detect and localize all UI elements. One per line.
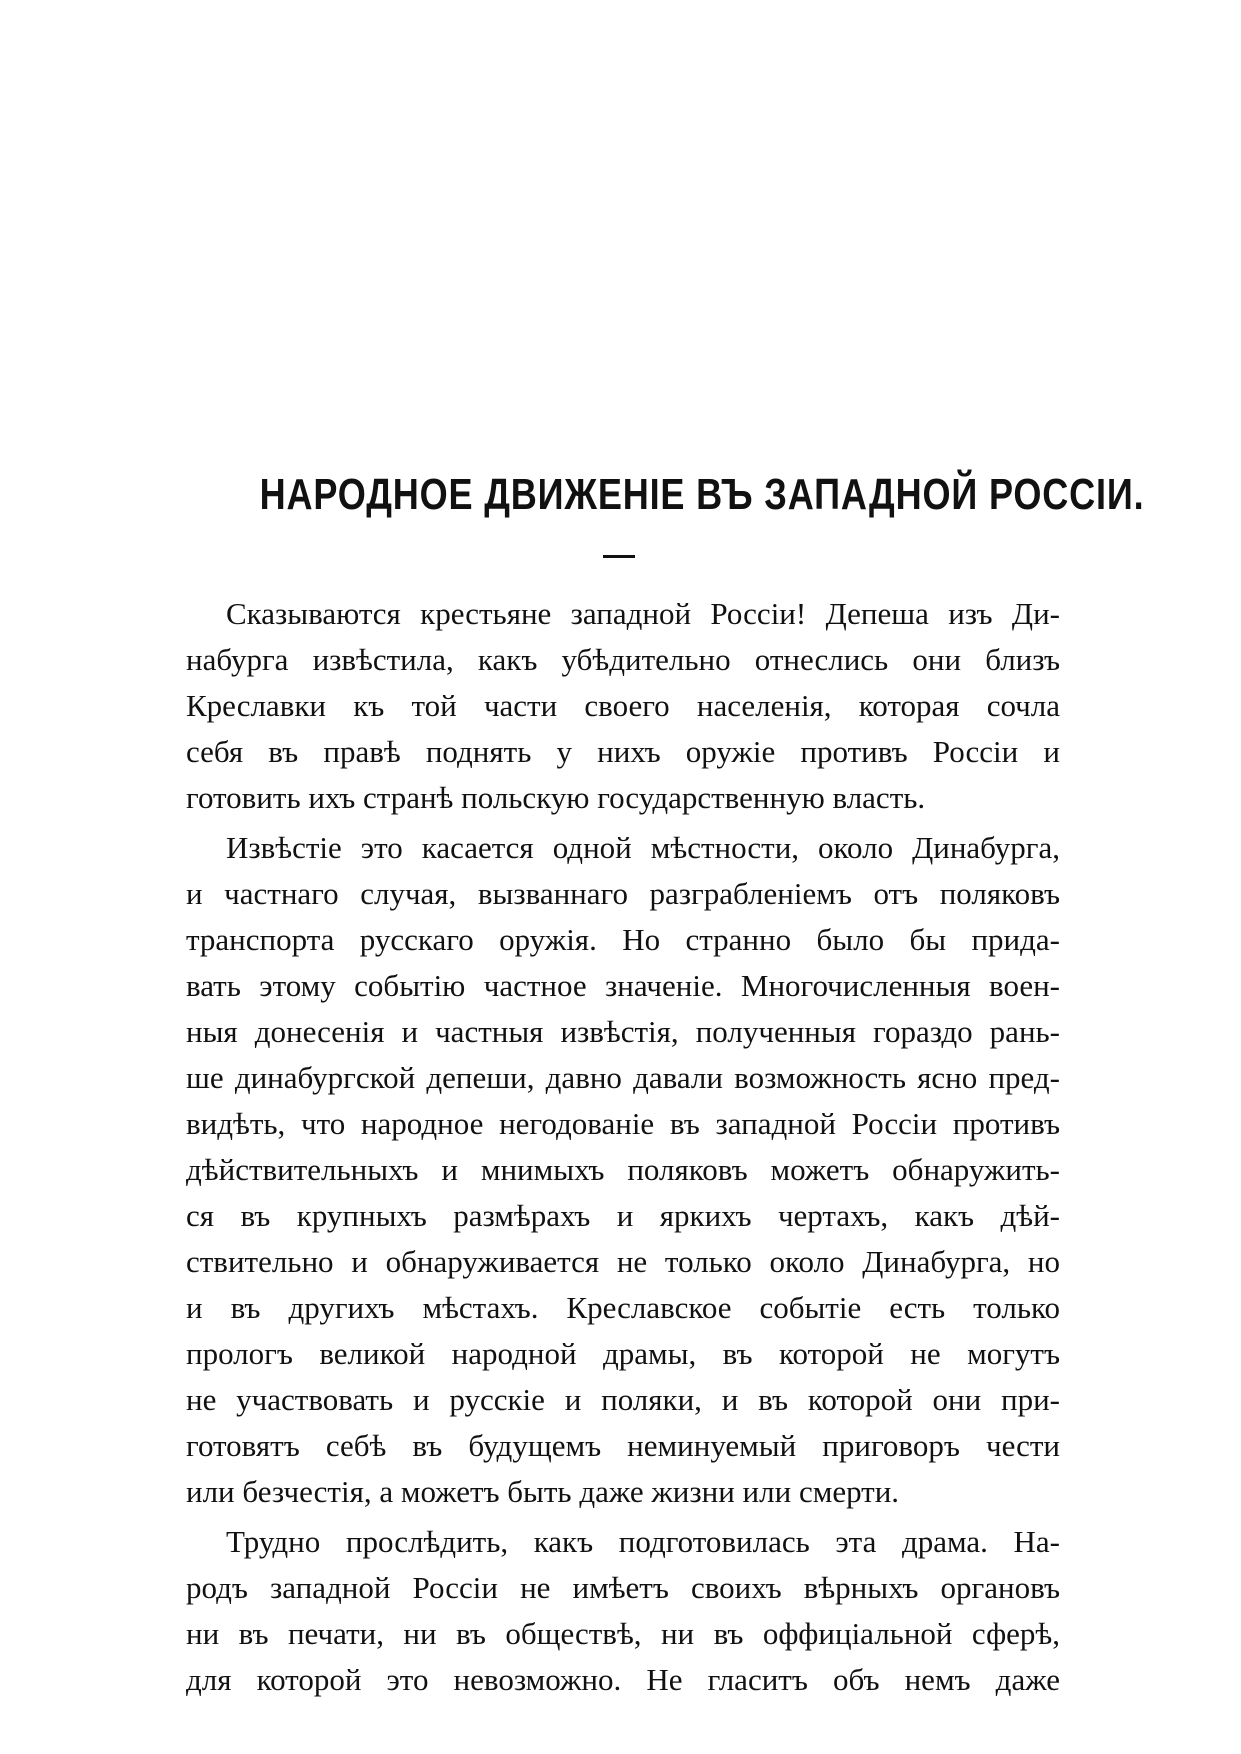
text-line: Сказываются крестьяне западной Россіи! Депеша изъ Ди- xyxy=(226,596,1060,631)
paragraph-1 xyxy=(186,591,1060,821)
text-line: ни въ печати, ни въ обществѣ, ни въ оффиціальной сферѣ, xyxy=(186,1616,1060,1651)
text-line: дѣйствительныхъ и мнимыхъ поляковъ можетъ обнаружить- xyxy=(186,1152,1060,1187)
text-line: ся въ крупныхъ размѣрахъ и яркихъ чертахъ, какъ дѣй- xyxy=(186,1198,1060,1233)
text-line: готовить ихъ странѣ польскую государственную власть. xyxy=(186,780,926,815)
text-line: видѣть, что народное негодованіе въ западной Россіи противъ xyxy=(186,1106,1060,1141)
text-line: не участвовать и русскіе и поляки, и въ которой они при- xyxy=(186,1382,1060,1417)
text-line: себя въ правѣ поднять у нихъ оружіе противъ Россіи и xyxy=(186,734,1060,769)
text-line: и частнаго случая, вызваннаго разграбленіемъ отъ поляковъ xyxy=(186,876,1060,911)
text-line: ствительно и обнаруживается не только около Динабурга, но xyxy=(186,1244,1060,1279)
title-divider xyxy=(603,555,635,558)
text-line: готовятъ себѣ въ будущемъ неминуемый приговоръ чести xyxy=(186,1428,1060,1463)
document-title: НАРОДНОЕ ДВИЖЕНІЕ ВЪ ЗАПАДНОЙ РОССІИ. xyxy=(259,470,1145,519)
text-line: прологъ великой народной драмы, въ которой не могутъ xyxy=(186,1336,1060,1371)
text-line: Креславки къ той части своего населенія, которая сочла xyxy=(186,688,1060,723)
paragraph-2 xyxy=(186,825,1060,1515)
body-text xyxy=(186,591,1060,1703)
text-line: родъ западной Россіи не имѣетъ своихъ вѣрныхъ органовъ xyxy=(186,1570,1060,1605)
text-line: вать этому событію частное значеніе. Многочисленныя воен- xyxy=(186,968,1060,1003)
text-line: ше динабургской депеши, давно давали возможность ясно пред- xyxy=(186,1060,1060,1095)
text-line: набурга извѣстила, какъ убѣдительно отнеслись они близъ xyxy=(186,642,1060,677)
paragraph-3 xyxy=(186,1519,1060,1703)
text-line: Извѣстіе это касается одной мѣстности, около Динабурга, xyxy=(226,830,1060,865)
text-line: Трудно прослѣдить, какъ подготовилась эта драма. На- xyxy=(226,1524,1060,1559)
text-line: для которой это невозможно. Не гласитъ объ немъ даже xyxy=(186,1662,1060,1697)
text-line: и въ другихъ мѣстахъ. Креславское событіе есть только xyxy=(186,1290,1060,1325)
text-line: транспорта русскаго оружія. Но странно было бы прида- xyxy=(186,922,1060,957)
text-line: или безчестія, а можетъ быть даже жизни или смерти. xyxy=(186,1474,900,1509)
text-line: ныя донесенія и частныя извѣстія, полученныя гораздо рань- xyxy=(186,1014,1060,1049)
